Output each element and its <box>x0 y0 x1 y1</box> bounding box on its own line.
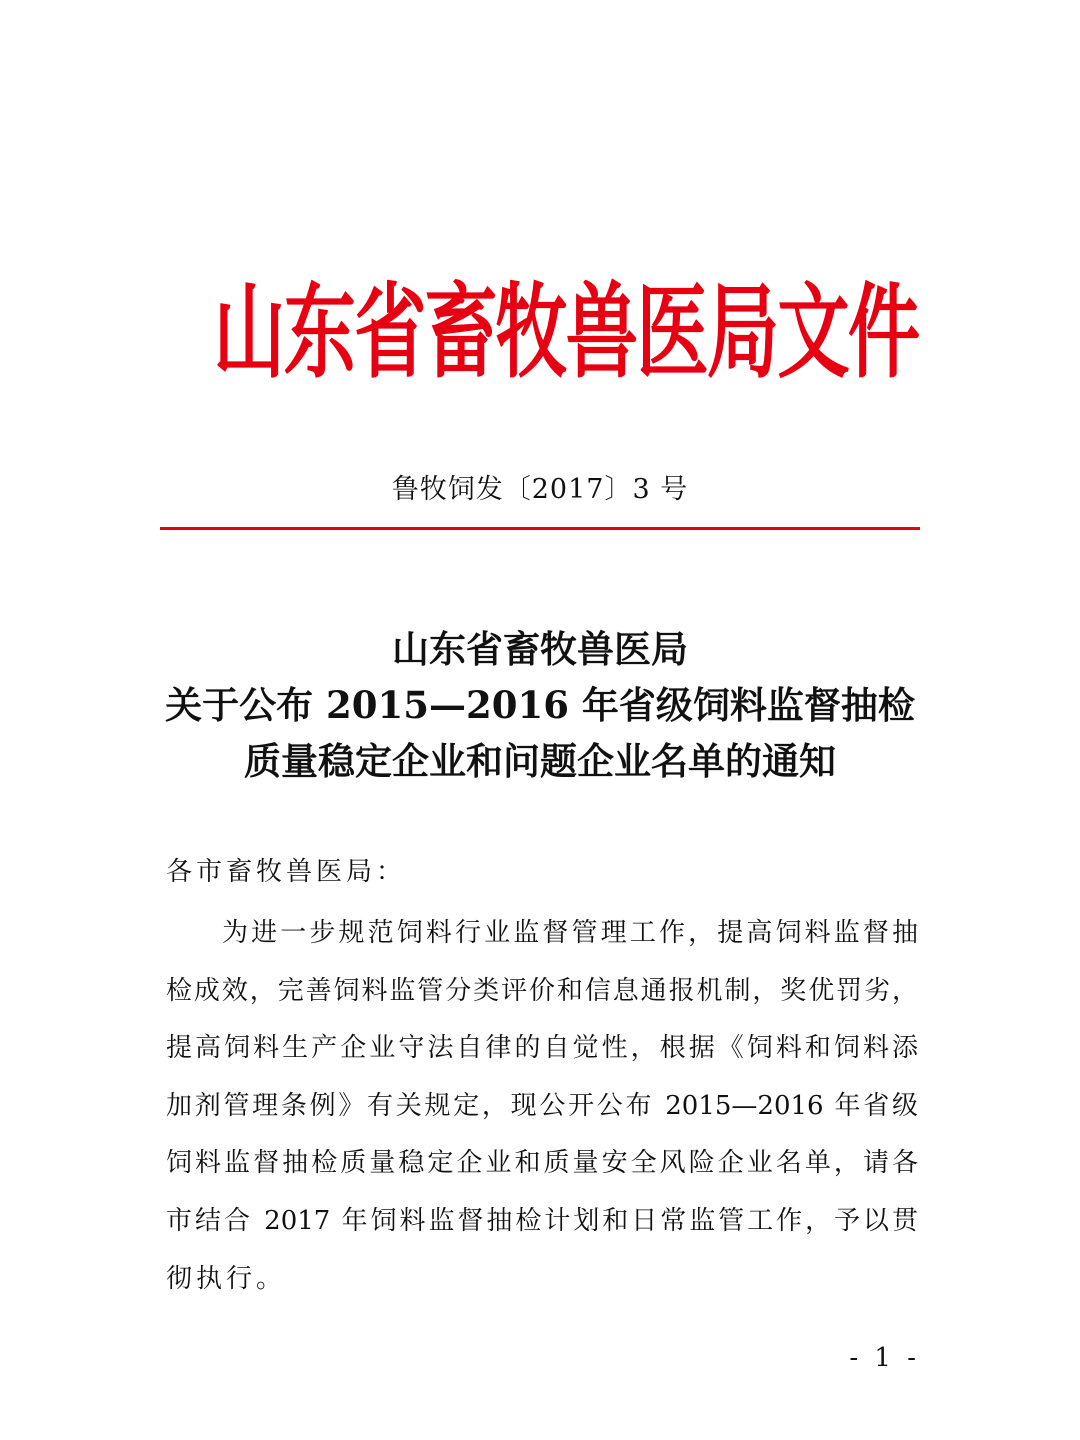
document-number: 鲁牧饲发〔2017〕3 号 <box>391 474 689 505</box>
notice-title-line: 关于公布 2015—2016 年省级饲料监督抽检 <box>165 683 915 727</box>
document-header-title: 山东省畜牧兽医局文件 <box>213 272 919 392</box>
body-line: 市结合 2017 年饲料监督抽检计划和日常监管工作，予以贯 <box>166 1205 918 1236</box>
body-line: 加剂管理条例》有关规定，现公开公布 2015—2016 年省级 <box>166 1090 918 1121</box>
body-line: 检成效，完善饲料监管分类评价和信息通报机制，奖优罚劣， <box>166 975 918 1006</box>
salutation: 各市畜牧兽医局： <box>166 857 407 887</box>
body-paragraph <box>166 905 918 1308</box>
body-line: 彻执行。 <box>166 1263 287 1294</box>
body-line: 饲料监督抽检质量稳定企业和质量安全风险企业名单，请各 <box>166 1148 918 1179</box>
notice-title-line: 质量稳定企业和问题企业名单的通知 <box>244 739 836 783</box>
body-line: 为进一步规范饲料行业监督管理工作，提高饲料监督抽 <box>222 918 918 948</box>
notice-title-line: 山东省畜牧兽医局 <box>392 627 688 671</box>
body-line: 提高饲料生产企业守法自律的自觉性，根据《饲料和饲料添 <box>166 1033 918 1064</box>
notice-title <box>120 621 960 789</box>
page-number: - 1 - <box>849 1343 920 1373</box>
red-separator-rule <box>160 527 920 530</box>
